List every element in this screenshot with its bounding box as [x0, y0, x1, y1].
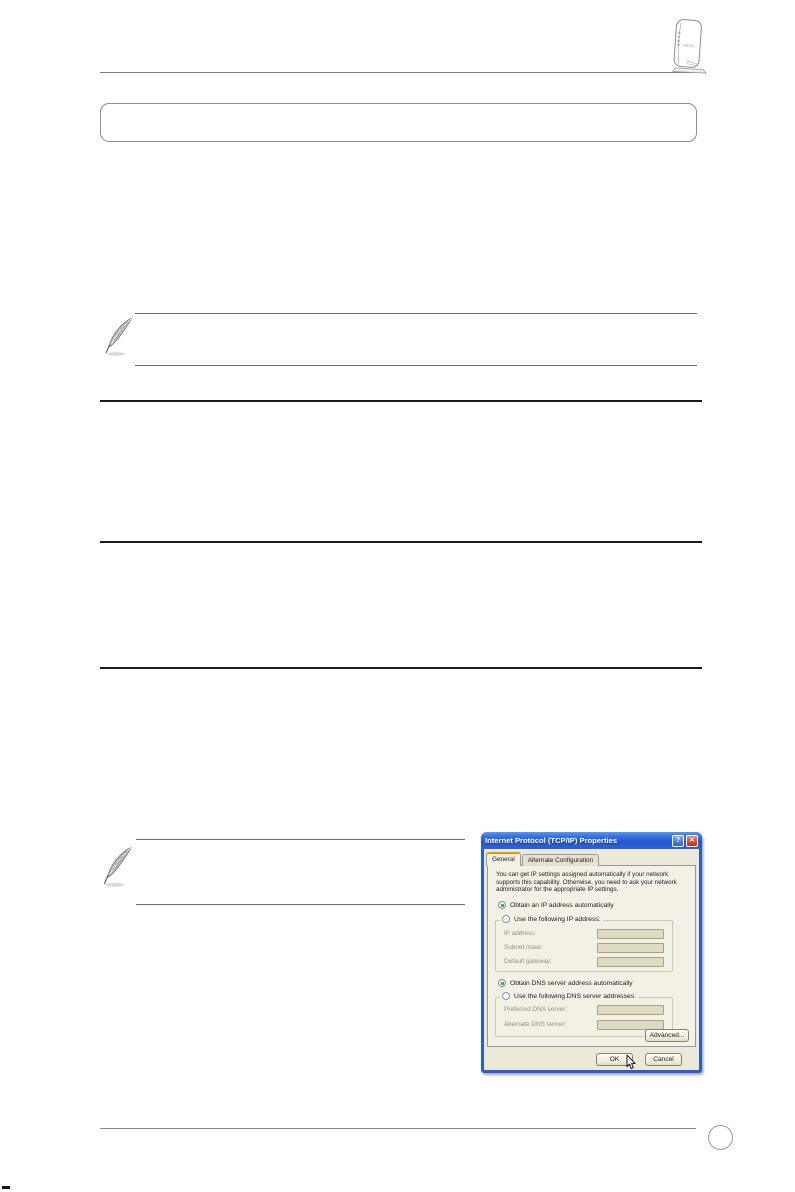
ip-address-label: IP address:	[504, 930, 537, 937]
section-rule-1	[100, 400, 702, 402]
help-button[interactable]: ?	[672, 835, 684, 847]
tab-general[interactable]: General	[486, 852, 521, 866]
subnet-mask-label: Subnet mask:	[504, 944, 544, 951]
dialog-body	[484, 849, 699, 1070]
cancel-button[interactable]: Cancel	[645, 1053, 682, 1066]
dialog-title: Internet Protocol (TCP/IP) Properties	[485, 836, 618, 845]
radio-label: Use the following DNS server addresses:	[514, 992, 636, 1000]
ok-button[interactable]: OK	[596, 1053, 633, 1066]
field-row	[504, 942, 664, 953]
quill-note-icon	[102, 846, 134, 888]
radio-row	[500, 915, 603, 923]
asus-router-icon	[662, 17, 714, 75]
section-rule-2	[100, 541, 702, 543]
print-registration-mark	[2, 1186, 10, 1189]
tcpip-properties-dialog	[481, 832, 702, 1073]
dialog-description: You can get IP settings assigned automatically if your network supports this capability. Otherwise, you need to ask your network administrator for the appropriate IP settings.	[496, 871, 677, 894]
router-brand-label: ASUS	[682, 42, 695, 49]
callout-box	[100, 103, 697, 142]
field-row	[504, 928, 664, 939]
radio-label: Use the following IP address:	[514, 915, 601, 923]
dialog-titlebar[interactable]	[481, 832, 702, 849]
alternate-dns-label: Alternate DNS server:	[504, 1021, 567, 1028]
preferred-dns-label: Preferred DNS server:	[504, 1006, 568, 1013]
note2-top-rule	[136, 839, 465, 840]
default-gateway-label: Default gateway:	[504, 958, 552, 965]
header-rule	[100, 72, 700, 73]
quill-note-icon	[104, 317, 134, 357]
radio-use-following-ip[interactable]	[502, 915, 510, 923]
note2-bottom-rule	[136, 904, 465, 905]
close-icon[interactable]: ✕	[686, 835, 698, 847]
radio-obtain-ip-automatically[interactable]	[498, 901, 506, 909]
radio-row	[498, 901, 614, 909]
field-row	[504, 956, 664, 967]
note1-top-rule	[135, 313, 697, 314]
section-rule-3	[100, 667, 702, 669]
default-gateway-input[interactable]	[597, 957, 664, 967]
preferred-dns-input[interactable]	[597, 1005, 664, 1015]
field-row	[504, 1019, 664, 1030]
ip-address-group	[495, 915, 673, 972]
alternate-dns-input[interactable]	[597, 1020, 664, 1030]
footer-rule	[100, 1128, 696, 1129]
tab-strip	[486, 852, 600, 866]
subnet-mask-input[interactable]	[597, 943, 664, 953]
radio-row	[500, 992, 638, 1000]
note1-bottom-rule	[135, 365, 697, 366]
tab-alternate-configuration[interactable]: Alternate Configuration	[522, 854, 599, 866]
mouse-cursor-icon	[626, 1055, 636, 1070]
radio-label: Obtain DNS server address automatically	[510, 979, 633, 987]
radio-label: Obtain an IP address automatically	[510, 901, 614, 909]
radio-use-following-dns[interactable]	[502, 992, 510, 1000]
general-tab-panel	[487, 865, 696, 1047]
advanced-button[interactable]: Advanced...	[645, 1029, 689, 1042]
field-row	[504, 1004, 664, 1015]
ip-address-input[interactable]	[597, 929, 664, 939]
radio-row	[498, 979, 633, 987]
radio-obtain-dns-automatically[interactable]	[498, 979, 506, 987]
page-number-badge	[708, 1125, 733, 1150]
